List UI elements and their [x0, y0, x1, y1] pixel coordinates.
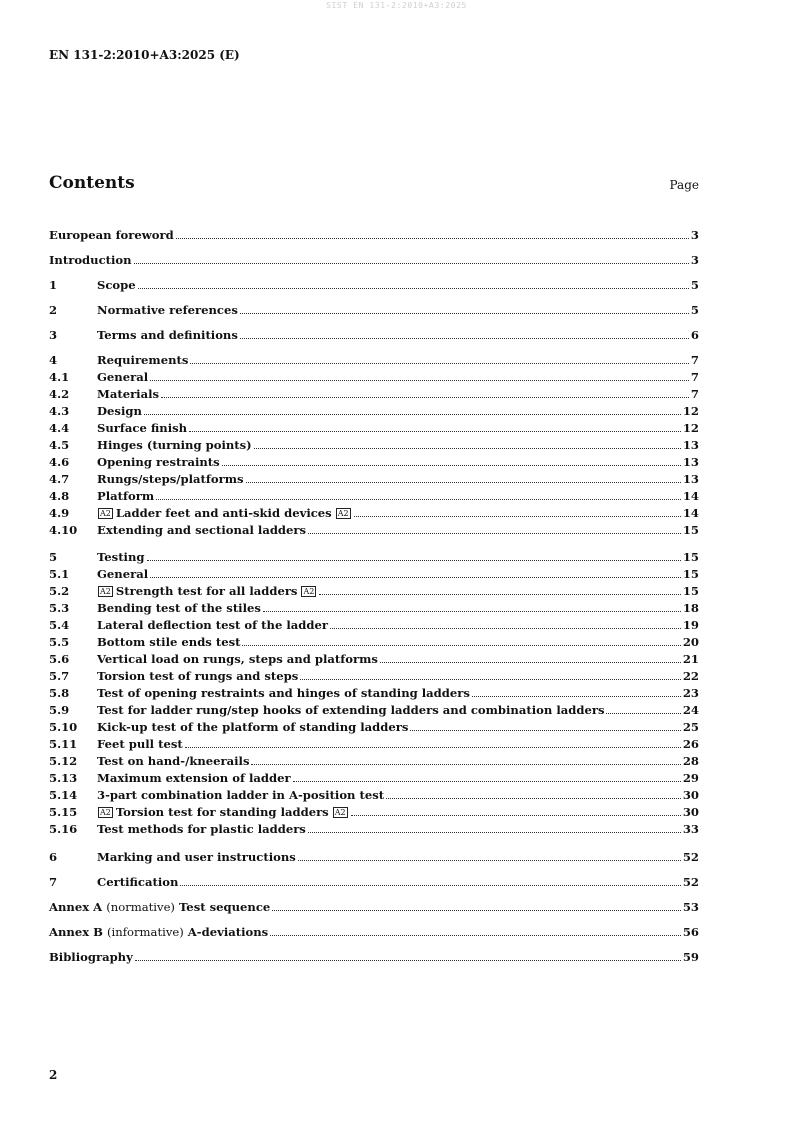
toc-entry[interactable]: [49, 873, 699, 889]
toc-entry-title: [97, 523, 306, 537]
toc-entry-page: 25: [682, 720, 699, 734]
toc-entry-number: 5.9: [49, 703, 70, 717]
toc-entry[interactable]: [49, 504, 699, 520]
dot-leader: [176, 237, 689, 239]
toc-entry-number: 4: [49, 353, 58, 367]
dot-leader: [161, 396, 689, 398]
dot-leader: [180, 884, 680, 886]
annex-type: (normative): [106, 900, 175, 914]
toc-entry[interactable]: [49, 948, 699, 964]
toc-entry-page: 52: [682, 850, 699, 864]
dot-leader: [240, 312, 689, 314]
toc-entry-title: [97, 567, 148, 581]
toc-entry-text: Hinges (turning points): [97, 438, 252, 452]
toc-entry-page: 29: [682, 771, 699, 785]
toc-entry[interactable]: [49, 701, 699, 717]
amendment-end-marker: A2: [303, 587, 315, 596]
toc-entry-text: Test for ladder rung/step hooks of extending ladders and combination ladders: [97, 703, 605, 717]
toc-entry[interactable]: [49, 368, 699, 384]
toc-entry-number: 4.2: [49, 387, 70, 401]
toc-entry-text: Strength test for all ladders: [115, 584, 298, 598]
toc-entry-page: 18: [682, 601, 699, 615]
toc-entry-title: [49, 253, 132, 267]
toc-entry-page: 7: [690, 370, 699, 384]
toc-entry-text: Feet pull test: [97, 737, 183, 751]
toc-entry-title: [97, 686, 470, 700]
toc-entry-title: [97, 635, 240, 649]
toc-entry-text: Testing: [97, 550, 145, 564]
toc-entry-page: 15: [682, 584, 699, 598]
toc-entry-number: 5.2: [49, 584, 70, 598]
dot-leader: [134, 262, 689, 264]
toc-entry-title: [97, 737, 183, 751]
toc-entry[interactable]: [49, 820, 699, 836]
toc-entry-text: Scope: [97, 278, 136, 292]
toc-entry-number: 4.4: [49, 421, 70, 435]
toc-entry-text: Maximum extension of ladder: [97, 771, 291, 785]
toc-entry-page: 30: [682, 788, 699, 802]
amendment-end-marker: A2: [337, 509, 349, 518]
toc-entry-page: 7: [690, 353, 699, 367]
toc-entry[interactable]: [49, 385, 699, 401]
toc-entry-title: [97, 387, 159, 401]
toc-entry-number: 5.8: [49, 686, 70, 700]
dot-leader: [380, 661, 681, 663]
toc-entry[interactable]: [49, 226, 699, 242]
toc-entry[interactable]: [49, 684, 699, 700]
dot-leader: [144, 413, 681, 415]
toc-entry-title: [97, 421, 187, 435]
toc-entry[interactable]: [49, 667, 699, 683]
toc-entry-title: [97, 472, 244, 486]
dot-leader: [254, 447, 681, 449]
toc-entry-text: General: [97, 567, 149, 581]
toc-entry-number: 5.5: [49, 635, 70, 649]
toc-entry-title: [97, 822, 306, 836]
toc-entry-number: 4.9: [49, 506, 70, 520]
toc-entry-title: [97, 652, 378, 666]
watermark: SIST EN 131-2:2010+A3:2025: [326, 1, 467, 10]
amendment-start-marker: A2: [100, 808, 111, 817]
dot-leader: [190, 362, 689, 364]
toc-entry-page: 56: [682, 925, 699, 939]
toc-entry-text: 3-part combination ladder in A-position test: [97, 788, 385, 802]
toc-entry-number: 5.4: [49, 618, 70, 632]
toc-entry-page: 14: [682, 489, 699, 503]
toc-entry[interactable]: [49, 453, 699, 469]
dot-leader: [308, 532, 681, 534]
toc-entry[interactable]: [49, 565, 699, 581]
dot-leader: [300, 678, 681, 680]
toc-entry-text: Torsion test of rungs and steps: [97, 669, 299, 683]
toc-entry-text: General: [97, 370, 149, 384]
toc-entry-page: 5: [690, 303, 699, 317]
toc-entry-text: Bibliography: [49, 950, 133, 964]
toc-entry-number: 5.16: [49, 822, 78, 836]
toc-entry-page: 6: [690, 328, 699, 342]
dot-leader: [351, 814, 681, 816]
toc-entry[interactable]: [49, 276, 699, 292]
toc-entry-number: 3: [49, 328, 58, 342]
toc-entry-number: 5.1: [49, 567, 70, 581]
toc-entry-text: Test on hand-/kneerails: [97, 754, 250, 768]
toc-entry-page: 20: [682, 635, 699, 649]
toc-entry-page: 30: [682, 805, 699, 819]
toc-entry-page: 15: [682, 550, 699, 564]
dot-leader: [242, 644, 680, 646]
toc-entry-text: Torsion test for standing ladders: [115, 805, 329, 819]
toc-entry-title: [49, 950, 133, 964]
toc-entry[interactable]: [49, 470, 699, 486]
toc-entry-title: [97, 353, 188, 367]
dot-leader: [240, 337, 689, 339]
toc-entry-page: 5: [690, 278, 699, 292]
toc-entry-page: 13: [682, 455, 699, 469]
dot-leader: [135, 959, 681, 961]
toc-entry-number: 4.10: [49, 523, 78, 537]
toc-entry-number: 5.10: [49, 720, 78, 734]
toc-entry-title: [97, 703, 604, 717]
dot-leader: [298, 859, 681, 861]
dot-leader: [185, 746, 681, 748]
document-id: EN 131-2:2010+A3:2025 (E): [49, 48, 240, 62]
toc-entry-title: [97, 370, 148, 384]
toc-entry-number: 5.13: [49, 771, 78, 785]
dot-leader: [308, 831, 681, 833]
toc-entry-text: Extending and sectional ladders: [97, 523, 307, 537]
toc-entry-page: 24: [682, 703, 699, 717]
toc-entry-text: Surface finish: [97, 421, 188, 435]
toc-entry-title: [97, 489, 154, 503]
toc-entry-text: Lateral deflection test of the ladder: [97, 618, 328, 632]
amendment-start-marker: A2: [100, 587, 111, 596]
toc-entry[interactable]: [49, 402, 699, 418]
toc-entry-number: 4.8: [49, 489, 70, 503]
dot-leader: [606, 712, 680, 714]
toc-entry-page: 19: [682, 618, 699, 632]
dot-leader: [263, 610, 681, 612]
toc-entry[interactable]: [49, 487, 699, 503]
toc-entry[interactable]: [49, 419, 699, 435]
annex-label: Annex A: [49, 900, 103, 914]
toc-entry-page: 53: [682, 900, 699, 914]
toc-entry[interactable]: [49, 521, 699, 537]
annex-label: Annex B: [49, 925, 103, 939]
dot-leader: [272, 909, 681, 911]
toc-entry-text: Test methods for plastic ladders: [97, 822, 306, 836]
toc-entry-number: 4.7: [49, 472, 70, 486]
toc-entry-text: Design: [97, 404, 142, 418]
toc-entry[interactable]: [49, 582, 699, 598]
toc-entry-number: 4.1: [49, 370, 70, 384]
contents-title: Contents: [49, 173, 135, 193]
toc-entry-page: 23: [682, 686, 699, 700]
toc-entry[interactable]: [49, 923, 699, 939]
toc-entry-number: 5.12: [49, 754, 78, 768]
dot-leader: [472, 695, 681, 697]
dot-leader: [354, 515, 681, 517]
toc-entry[interactable]: [49, 326, 699, 342]
dot-leader: [189, 430, 681, 432]
toc-entry-text: Opening restraints: [97, 455, 220, 469]
toc-entry-title: [97, 455, 220, 469]
annex-type: (informative): [107, 925, 184, 939]
toc-entry-title: [97, 669, 298, 683]
toc-entry[interactable]: [49, 898, 699, 914]
toc-entry-title: [97, 550, 145, 564]
toc-entry-title: [97, 875, 178, 889]
toc-entry-title: [97, 438, 252, 452]
toc-entry-number: 4.5: [49, 438, 70, 452]
toc-entry-page: 52: [682, 875, 699, 889]
toc-entry-text: European foreword: [49, 228, 174, 242]
toc-entry-title: [97, 788, 384, 802]
toc-entry-text: Platform: [97, 489, 155, 503]
toc-entry[interactable]: [49, 735, 699, 751]
toc-entry-text: Rungs/steps/platforms: [97, 472, 244, 486]
toc-entry-text: Introduction: [49, 253, 132, 267]
toc-entry-title: [97, 771, 291, 785]
toc-entry-text: Test of opening restraints and hinges of standing ladders: [97, 686, 470, 700]
dot-leader: [156, 498, 681, 500]
dot-leader: [330, 627, 681, 629]
toc-entry-page: 15: [682, 523, 699, 537]
toc-entry-title: [97, 584, 317, 598]
page-number: 2: [49, 1068, 58, 1082]
toc-entry-title: [97, 328, 238, 342]
toc-entry-text: Requirements: [97, 353, 189, 367]
toc-entry-title: [97, 720, 408, 734]
toc-entry-text: Bottom stile ends test: [97, 635, 241, 649]
toc-entry-number: 1: [49, 278, 58, 292]
toc-entry-text: Certification: [97, 875, 179, 889]
toc-entry-title: [97, 601, 261, 615]
toc-entry-title: [49, 228, 174, 242]
toc-entry-page: 22: [682, 669, 699, 683]
toc-entry[interactable]: [49, 786, 699, 802]
toc-entry[interactable]: [49, 436, 699, 452]
dot-leader: [386, 797, 681, 799]
toc-entry-page: 3: [690, 253, 699, 267]
dot-leader: [270, 934, 681, 936]
toc-entry-text: Terms and definitions: [97, 328, 238, 342]
toc-entry-title: [97, 805, 349, 819]
toc-entry-page: 21: [682, 652, 699, 666]
toc-entry-text: Vertical load on rungs, steps and platforms: [97, 652, 378, 666]
toc-entry[interactable]: [49, 599, 699, 615]
toc-entry-page: 7: [690, 387, 699, 401]
amendment-start-marker: A2: [100, 509, 111, 518]
toc-entry-number: 6: [49, 850, 58, 864]
dot-leader: [410, 729, 680, 731]
toc-entry[interactable]: [49, 251, 699, 267]
toc-entry-page: 28: [682, 754, 699, 768]
toc-entry[interactable]: [49, 650, 699, 666]
toc-entry-number: 5: [49, 550, 58, 564]
toc-entry-text: Ladder feet and anti-skid devices: [115, 506, 332, 520]
toc-entry-page: 12: [682, 421, 699, 435]
dot-leader: [293, 780, 681, 782]
toc-entry-text: Bending test of the stiles: [97, 601, 261, 615]
toc-entry-title: [97, 850, 296, 864]
toc-entry[interactable]: [49, 616, 699, 632]
toc-entry[interactable]: [49, 633, 699, 649]
dot-leader: [147, 559, 681, 561]
toc-entry-number: 5.14: [49, 788, 78, 802]
toc-entry-number: 5.6: [49, 652, 70, 666]
toc-entry[interactable]: [49, 718, 699, 734]
toc-entry-number: 7: [49, 875, 58, 889]
toc-entry-title: [97, 506, 352, 520]
toc-entry-number: 4.3: [49, 404, 70, 418]
toc-entry[interactable]: [49, 301, 699, 317]
dot-leader: [138, 287, 689, 289]
toc-entry[interactable]: [49, 848, 699, 864]
toc-entry-number: 5.11: [49, 737, 78, 751]
toc-entry[interactable]: [49, 351, 699, 367]
toc-entry-page: 12: [682, 404, 699, 418]
toc-entry-title: [97, 618, 328, 632]
dot-leader: [246, 481, 681, 483]
toc-entry[interactable]: [49, 803, 699, 819]
toc-entry-page: 33: [682, 822, 699, 836]
toc-entry-page: 13: [682, 472, 699, 486]
toc-entry-page: 59: [682, 950, 699, 964]
toc-entry-text: Test sequence: [179, 900, 271, 914]
toc-entry-number: 4.6: [49, 455, 70, 469]
toc-entry-number: 2: [49, 303, 58, 317]
toc-entry-text: Normative references: [97, 303, 238, 317]
toc-entry-title: [49, 925, 268, 939]
toc-entry-page: 14: [682, 506, 699, 520]
toc-entry-text: Marking and user instructions: [97, 850, 296, 864]
dot-leader: [319, 593, 681, 595]
dot-leader: [251, 763, 680, 765]
toc-entry-title: [97, 754, 249, 768]
toc-entry-title: [97, 404, 142, 418]
toc-entry-number: 5.3: [49, 601, 70, 615]
toc-entry-page: 13: [682, 438, 699, 452]
dot-leader: [150, 379, 689, 381]
toc-entry-title: [49, 900, 270, 914]
toc-entry[interactable]: [49, 752, 699, 768]
amendment-end-marker: A2: [334, 808, 346, 817]
toc-entry-text: A-deviations: [187, 925, 269, 939]
toc-entry-number: 5.15: [49, 805, 78, 819]
toc-entry[interactable]: [49, 769, 699, 785]
toc-entry[interactable]: [49, 548, 699, 564]
toc-entry-page: 15: [682, 567, 699, 581]
page-column-label: Page: [669, 178, 699, 192]
dot-leader: [150, 576, 681, 578]
toc-entry-title: [97, 303, 238, 317]
dot-leader: [222, 464, 681, 466]
toc-entry-page: 26: [682, 737, 699, 751]
toc-entry-text: Kick-up test of the platform of standing ladders: [97, 720, 409, 734]
toc-entry-number: 5.7: [49, 669, 70, 683]
toc-entry-page: 3: [690, 228, 699, 242]
toc-entry-title: [97, 278, 136, 292]
toc-entry-text: Materials: [97, 387, 160, 401]
